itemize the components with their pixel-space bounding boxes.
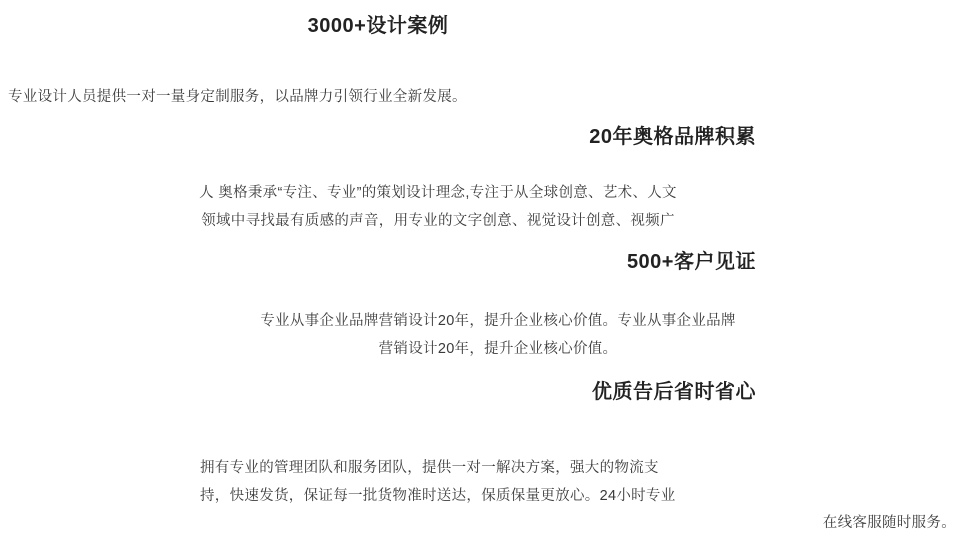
- paragraph-line: 领域中寻找最有质感的声音，用专业的文字创意、视觉设计创意、视频广: [201, 212, 675, 229]
- section-paragraph-2: [60, 180, 816, 235]
- section-paragraph-1: [8, 84, 764, 112]
- paragraph-line: 持，快速发货，保证每一批货物准时送达，保质保量更放心。24小时专业: [200, 487, 676, 504]
- paragraph-line: 专业从事企业品牌营销设计20年，提升企业核心价值。专业从事企业品牌: [260, 313, 736, 329]
- paragraph-line: 在线客服随时服务。: [822, 515, 956, 532]
- section-paragraph-4: [200, 455, 956, 538]
- paragraph-line: 拥有专业的管理团队和服务团队，提供一对一解决方案，强大的物流支: [200, 460, 659, 476]
- section-heading-2: 20年奥格品牌积累: [589, 126, 756, 148]
- section-heading-3: 500+客户见证: [626, 251, 756, 273]
- paragraph-line: 营销设计20年，提升企业核心价值。: [378, 340, 618, 357]
- section-heading-4: 优质告后省时省心: [592, 381, 756, 403]
- paragraph-line: 专业设计人员提供一对一量身定制服务，以品牌力引领行业全新发展。: [8, 89, 467, 105]
- section-paragraph-3: [120, 308, 876, 363]
- section-heading-1: 3000+设计案例: [307, 15, 449, 37]
- paragraph-line: 人 奥格秉承“专注、专业”的策划设计理念,专注于从全球创意、艺术、人文: [199, 185, 677, 201]
